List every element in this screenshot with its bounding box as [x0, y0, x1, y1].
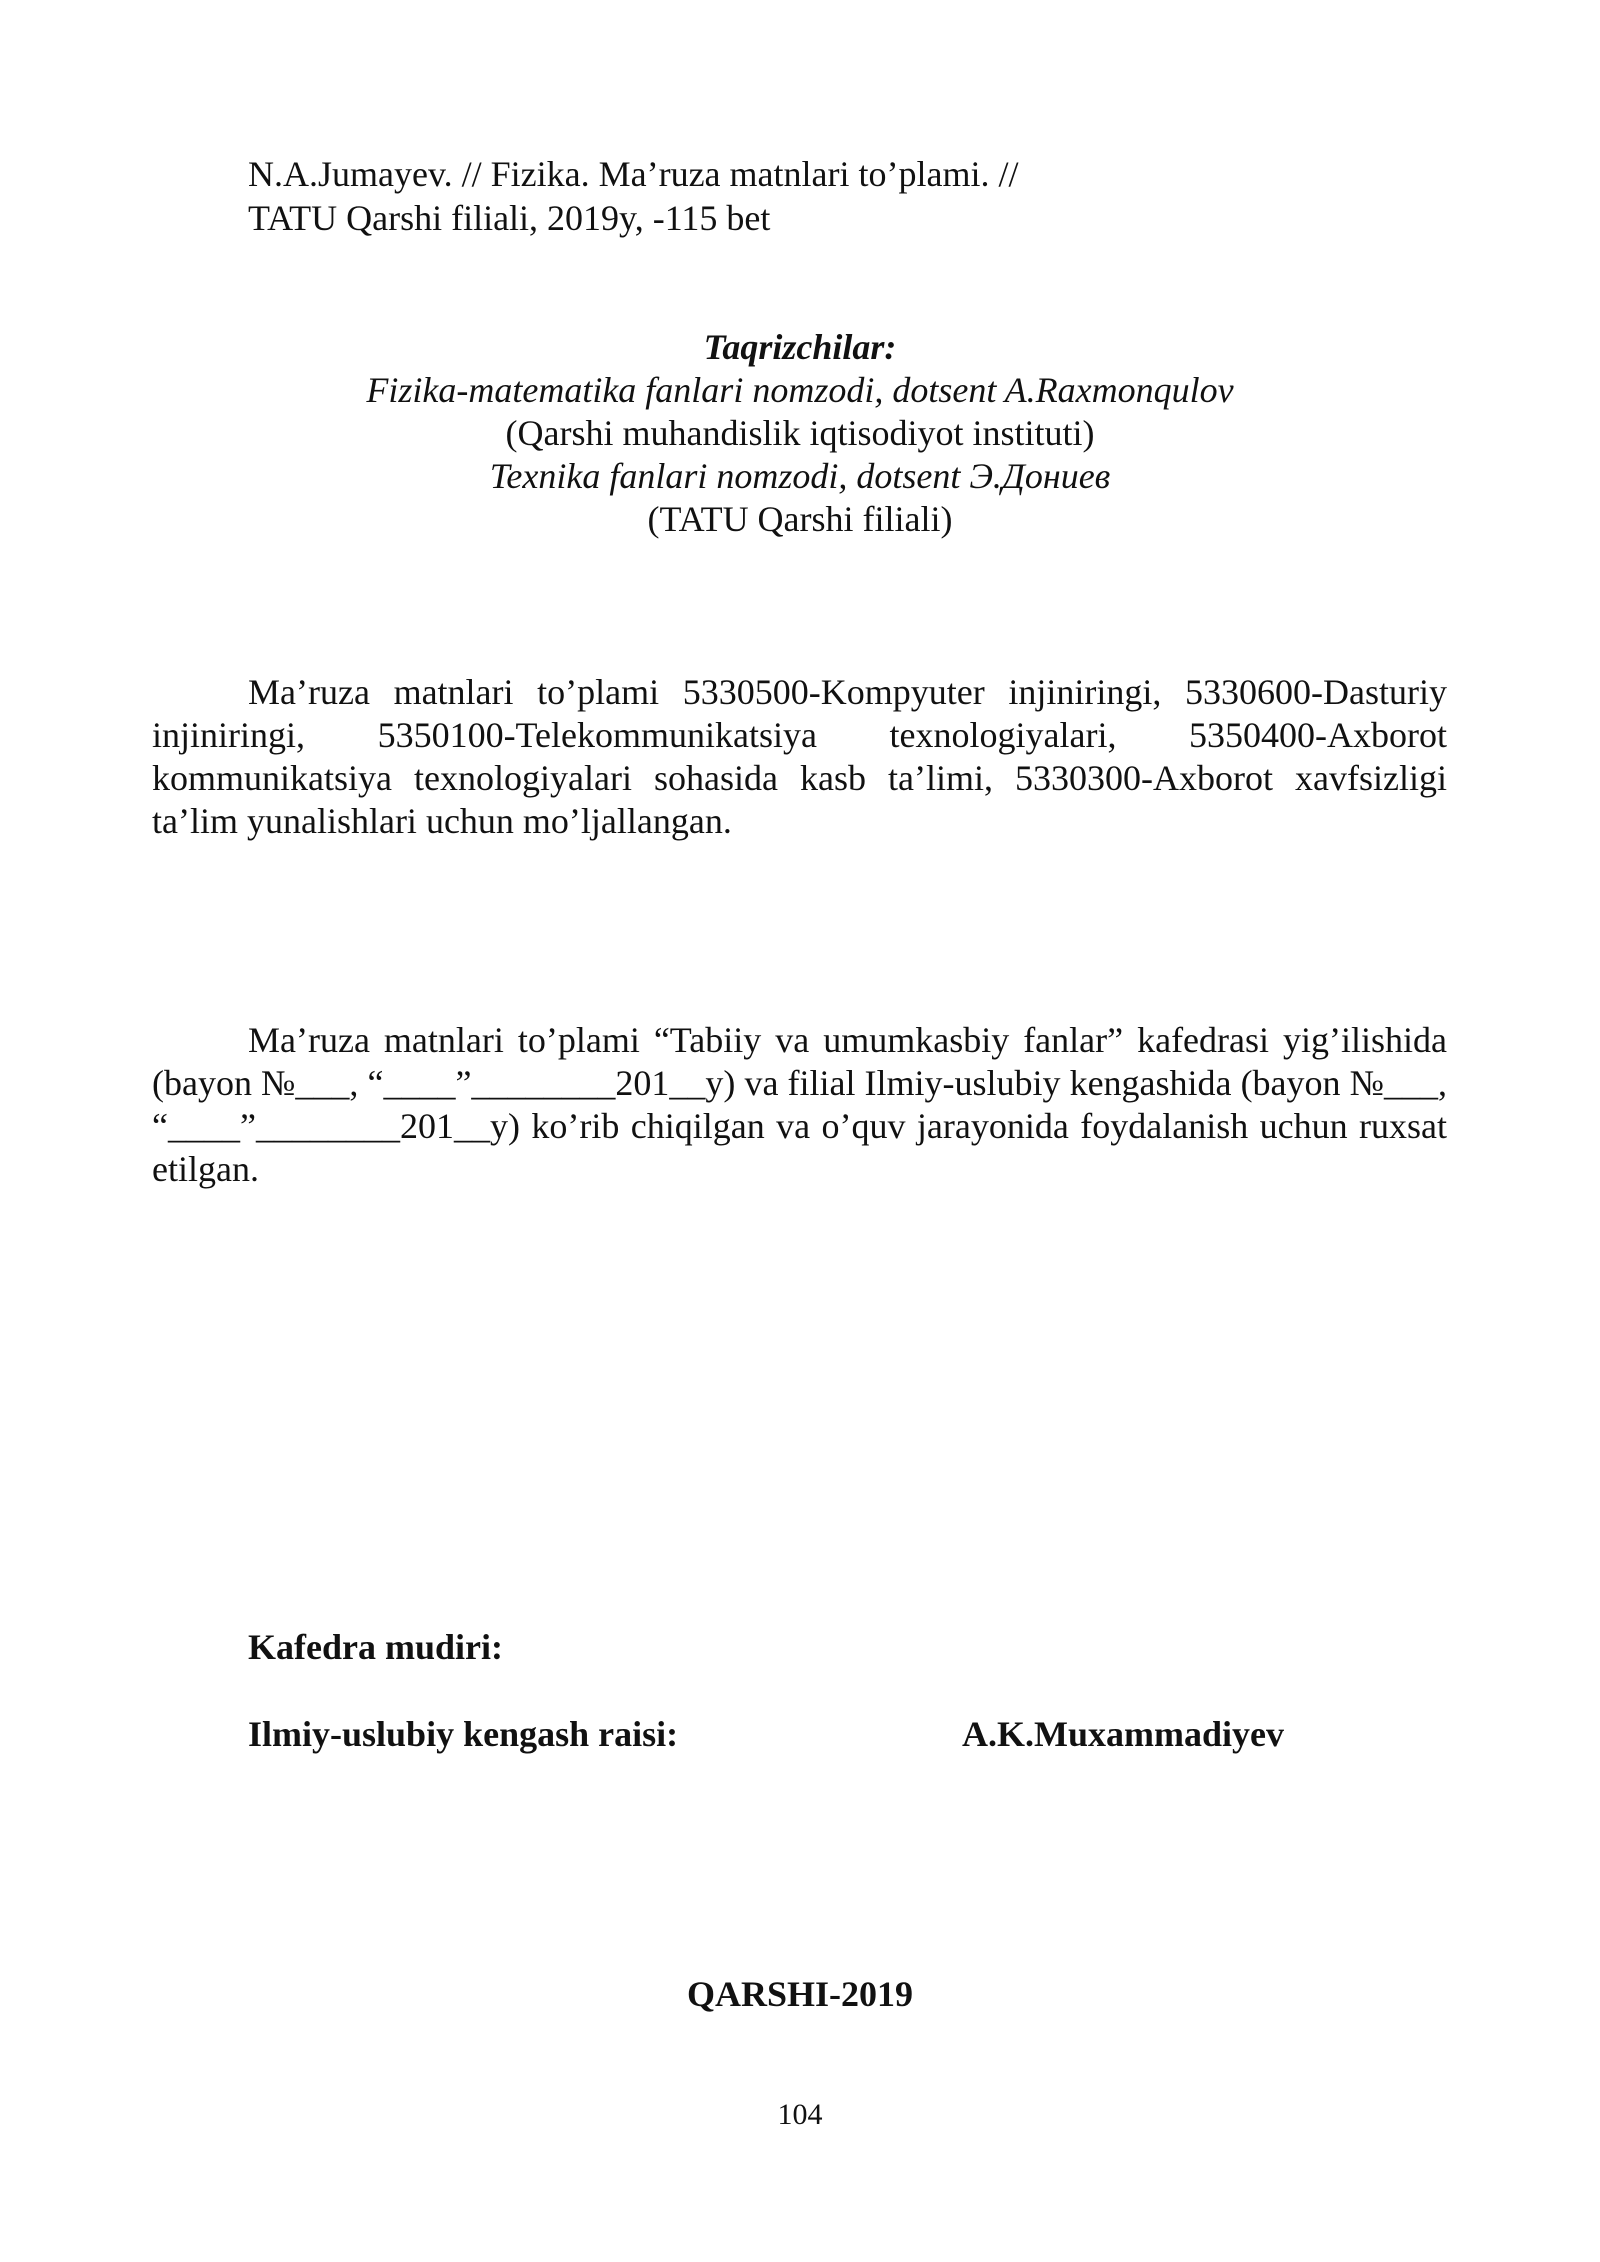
reviewer-1-organization: (Qarshi muhandislik iqtisodiyot instituti)	[505, 413, 1095, 453]
department-head-label: Kafedra mudiri:	[248, 1627, 503, 1667]
reviewers-title: Taqrizchilar:	[703, 327, 897, 367]
purpose-paragraph-text: Ma’ruza matnlari to’plami 5330500-Kompyuter injiniringi, 5330600-Dasturiy injiniringi, 5350100-Telekommunikatsiya texnologiyalari, 5350400-Axborot kommunikatsiya texnologiyalari sohasida kasb ta’limi, 5330300-Axborot xavfsizligi ta’lim yunalishlari uchun mo’ljallangan.	[152, 672, 1447, 841]
citation-line-1: N.A.Jumayev. // Fizika. Ma’ruza matnlari to’plami. //	[248, 154, 1019, 194]
approval-paragraph	[152, 1019, 1447, 1191]
reviewers-block	[0, 326, 1600, 541]
city-year: QARSHI-2019	[686, 1974, 914, 2014]
council-chair-label: Ilmiy-uslubiy kengash raisi:	[248, 1714, 679, 1754]
reviewer-2-organization: (TATU Qarshi filiali)	[647, 499, 953, 539]
reviewer-1: Fizika-matematika fanlari nomzodi, dotsent A.Raxmonqulov	[366, 370, 1234, 410]
citation-line-2: TATU Qarshi filiali, 2019y, -115 bet	[248, 198, 771, 238]
purpose-paragraph	[152, 671, 1447, 843]
approval-paragraph-text: Ma’ruza matnlari to’plami “Tabiiy va umumkasbiy fanlar” kafedrasi yig’ilishida (bayon №___, “____”________201__y) va filial Ilmiy-uslubiy kengashida (bayon №___, “____”________201__y) ko’rib chiqilgan va o’quv jarayonida foydalanish uchun ruxsat etilgan.	[152, 1020, 1447, 1189]
council-chair-name: A.K.Muxammadiyev	[962, 1714, 1284, 1754]
citation-block	[248, 152, 1018, 240]
page-number: 104	[777, 2098, 823, 2131]
reviewer-2: Texnika fanlari nomzodi, dotsent Э.Дониев	[489, 456, 1111, 496]
